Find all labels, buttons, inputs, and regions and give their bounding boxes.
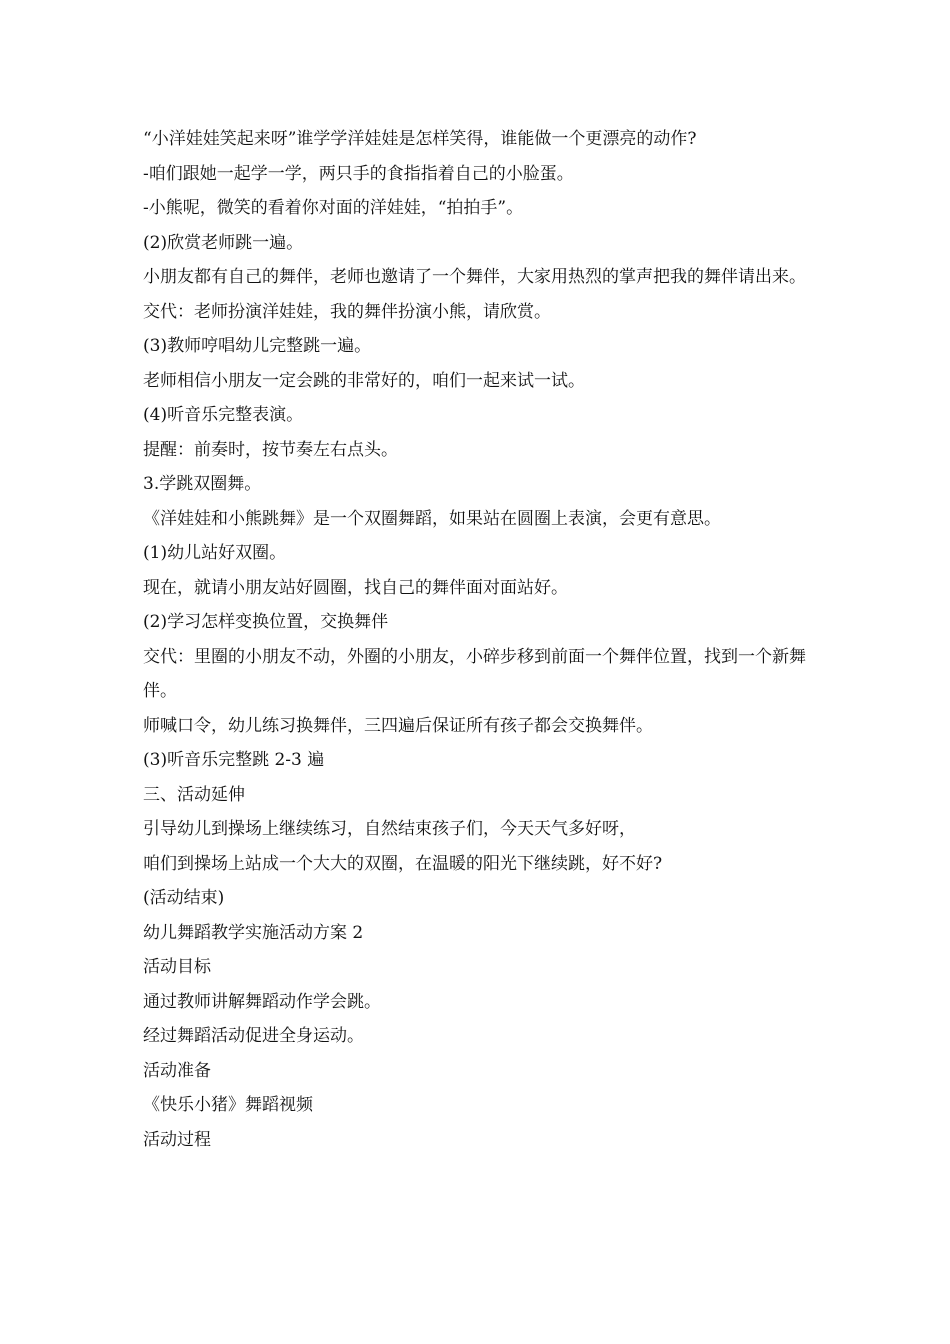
document-body (143, 122, 813, 1157)
paragraph: 师喊口令，幼儿练习换舞伴，三四遍后保证所有孩子都会交换舞伴。 (143, 715, 653, 736)
paragraph: 提醒：前奏时，按节奏左右点头。 (143, 439, 398, 460)
paragraph: 经过舞蹈活动促进全身运动。 (143, 1026, 364, 1046)
paragraph: (3)听音乐完整跳 2-3 遍 (143, 750, 325, 770)
section-heading: 活动目标 (143, 957, 211, 977)
paragraph: (2)学习怎样变换位置，交换舞伴 (143, 612, 389, 632)
paragraph: (1)幼儿站好双圈。 (143, 543, 287, 563)
paragraph: 3.学跳双圈舞。 (143, 474, 262, 494)
plan-title: 幼儿舞蹈教学实施活动方案 2 (143, 922, 364, 943)
paragraph: (3)教师哼唱幼儿完整跳一遍。 (143, 336, 372, 356)
paragraph: 交代：里圈的小朋友不动，外圈的小朋友，小碎步移到前面一个舞伴位置，找到一个新舞伴。 (143, 646, 806, 701)
section-heading: 活动过程 (143, 1129, 211, 1150)
paragraph: “小洋娃娃笑起来呀”谁学学洋娃娃是怎样笑得，谁能做一个更漂亮的动作? (143, 129, 697, 149)
section-heading: 活动准备 (143, 1060, 211, 1081)
paragraph: -咱们跟她一起学一学，两只手的食指指着自己的小脸蛋。 (143, 163, 574, 184)
paragraph: (4)听音乐完整表演。 (143, 405, 304, 425)
paragraph: (2)欣赏老师跳一遍。 (143, 232, 304, 253)
paragraph: -小熊呢，微笑的看着你对面的洋娃娃，“拍拍手”。 (143, 198, 524, 218)
paragraph: 《快乐小猪》舞蹈视频 (143, 1095, 313, 1115)
paragraph: 咱们到操场上站成一个大大的双圈，在温暖的阳光下继续跳，好不好? (143, 853, 663, 874)
paragraph: 通过教师讲解舞蹈动作学会跳。 (143, 991, 381, 1012)
paragraph: (活动结束) (143, 888, 225, 908)
paragraph: 交代：老师扮演洋娃娃，我的舞伴扮演小熊，请欣赏。 (143, 301, 551, 322)
section-heading: 三、活动延伸 (143, 784, 245, 805)
paragraph: 老师相信小朋友一定会跳的非常好的，咱们一起来试一试。 (143, 370, 585, 391)
paragraph: 引导幼儿到操场上继续练习，自然结束孩子们，今天天气多好呀， (143, 819, 636, 839)
paragraph: 《洋娃娃和小熊跳舞》是一个双圈舞蹈，如果站在圆圈上表演，会更有意思。 (143, 508, 721, 529)
paragraph: 小朋友都有自己的舞伴，老师也邀请了一个舞伴，大家用热烈的掌声把我的舞伴请出来。 (143, 267, 806, 287)
paragraph: 现在，就请小朋友站好圆圈，找自己的舞伴面对面站好。 (143, 577, 568, 598)
